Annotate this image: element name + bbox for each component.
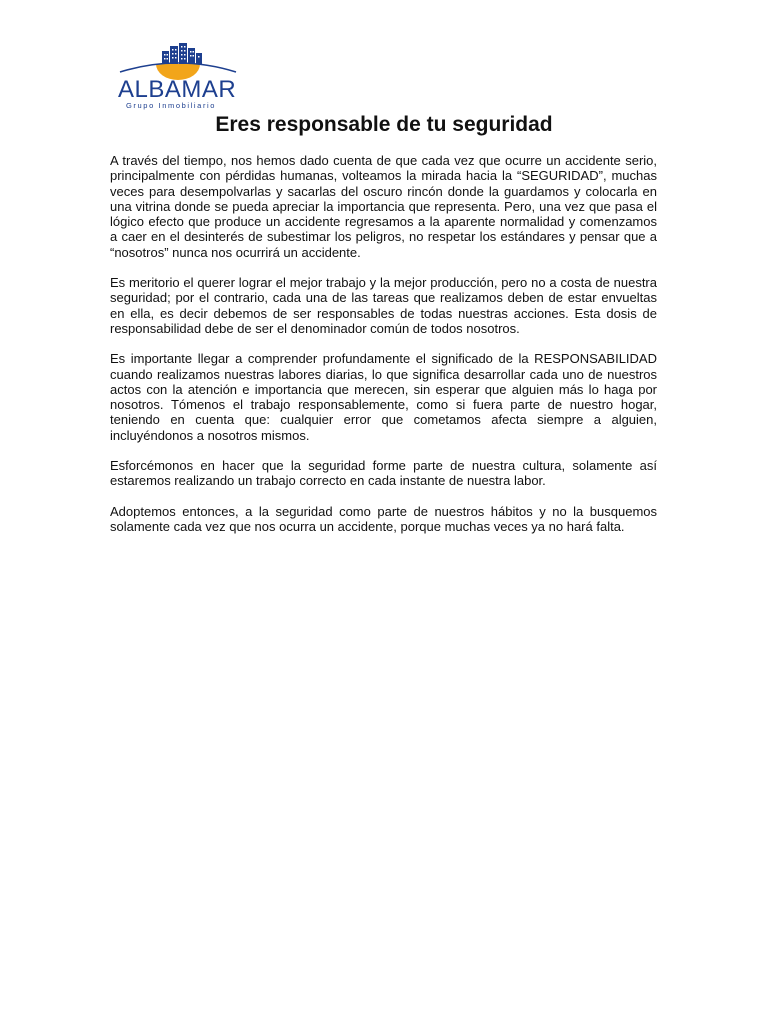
paragraph-5: Adoptemos entonces, a la seguridad como parte de nuestros hábitos y no la busquemos solamente cada vez que nos ocurra un accidente, porque muchas veces ya no hará falta. <box>110 503 657 534</box>
logo-subtitle: Grupo Inmobiliario <box>126 101 217 110</box>
paragraph-1: A través del tiempo, nos hemos dado cuenta de que cada vez que ocurre un accidente serio, principalmente con pérdidas humanas, volteamos la mirada hacia la “SEGURIDAD”, muchas veces para desempolvarlas y sacarlas del oscuro rincón donde la guardamos y colocarla en una vitrina donde se pueda apreciar la importancia que representa. Pero, una vez que pasa el lógico efecto que produce un accidente regresamos a la aparente normalidad y comenzamos a caer en el desinterés de subestimar los peligros, no respetar los estándares y pensar que a “nosotros” nunca nos ocurrirá un accidente. <box>110 153 657 260</box>
albamar-logo <box>112 42 244 112</box>
logo-name: ALBAMAR <box>118 76 237 103</box>
document-body <box>110 153 657 549</box>
document-title: Eres responsable de tu seguridad <box>215 113 553 136</box>
paragraph-2: Es meritorio el querer lograr el mejor trabajo y la mejor producción, pero no a costa de nuestra seguridad; por el contrario, cada una de las tareas que realizamos deben de estar envueltas en ella, es decir debemos de ser responsables de todas nuestras acciones. Esta dosis de responsabilidad debe de ser el denominador común de todos nosotros. <box>110 275 657 336</box>
paragraph-3: Es importante llegar a comprender profundamente el significado de la RESPONSABILIDAD cuando realizamos nuestras labores diarias, lo que significa desarrollar cada uno de nuestros actos con la atención e importancia que merecen, sin esperar que alguien más lo haga por nosotros. Tómenos el trabajo responsablemente, como si fuera parte de nuestro hogar, teniendo en cuenta que: cualquier error que cometamos afecta siempre a alguien, incluyéndonos a nosotros mismos. <box>110 351 657 443</box>
paragraph-4: Esforcémonos en hacer que la seguridad forme parte de nuestra cultura, solamente así estaremos realizando un trabajo correcto en cada instante de nuestra labor. <box>110 458 657 489</box>
